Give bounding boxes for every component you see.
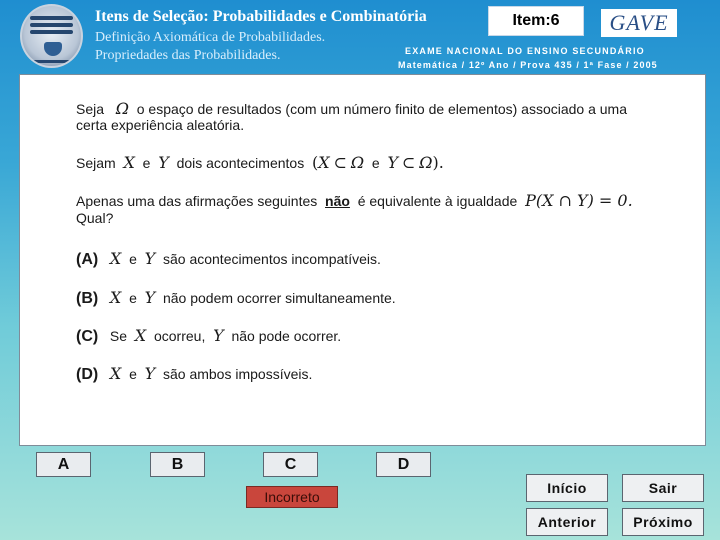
exam-details: Matemática / 12º Ano / Prova 435 / 1ª Fase / 2005 [398, 60, 658, 70]
option-text: são acontecimentos incompatíveis. [162, 251, 381, 267]
conj-text: e [142, 155, 151, 171]
question-text: é equivalente à igualdade [357, 193, 518, 209]
option-text: são ambos impossíveis. [162, 366, 313, 382]
option-b [76, 288, 396, 308]
answer-b-button[interactable]: B [150, 452, 205, 477]
question-paragraph-1 [76, 99, 627, 118]
conj-text: e [129, 251, 137, 267]
previous-button[interactable]: Anterior [526, 508, 608, 536]
var-y: Y [158, 153, 169, 172]
question-text: certa experiência aleatória. [76, 117, 245, 133]
paren-open: ( [311, 153, 319, 172]
item-badge: Item:6 [488, 6, 584, 36]
page-title: Itens de Seleção: Probabilidades e Combinatória [95, 8, 427, 25]
paren-close: ). [432, 153, 444, 172]
var-x: X [123, 153, 135, 172]
conj-text: e [129, 290, 137, 306]
var-x: X [109, 364, 122, 383]
school-logo [20, 4, 83, 68]
question-paragraph-3 [76, 191, 633, 210]
var-y: Y [387, 153, 398, 172]
answer-d-button[interactable]: D [376, 452, 431, 477]
omega-symbol: Ω [350, 153, 365, 172]
probability-formula: P(X ∩ Y) = 0. [525, 191, 633, 210]
omega-symbol: Ω [419, 153, 433, 172]
subtitle-line-2: Propriedades das Probabilidades. [95, 48, 281, 63]
subset-symbol: ⊂ [401, 153, 416, 172]
option-text: não podem ocorrer simultaneamente. [162, 290, 396, 306]
option-text: ocorreu, [153, 328, 206, 344]
option-letter: (B) [76, 290, 99, 307]
question-text: dois acontecimentos [176, 155, 305, 171]
next-button[interactable]: Próximo [622, 508, 704, 536]
question-prompt: Qual? [76, 210, 114, 226]
var-x: X [318, 153, 330, 172]
var-x: X [134, 326, 147, 345]
exam-title: EXAME NACIONAL DO ENSINO SECUNDÁRIO [405, 46, 645, 56]
gave-logo: GAVE [601, 9, 677, 37]
header [0, 0, 720, 75]
var-y: Y [144, 288, 156, 307]
option-d [76, 364, 312, 384]
var-x: X [109, 249, 122, 268]
var-y: Y [144, 249, 156, 268]
omega-symbol: Ω [115, 99, 129, 118]
question-paragraph-2 [76, 153, 444, 172]
question-text: Seja [76, 101, 105, 117]
exit-button[interactable]: Sair [622, 474, 704, 502]
answer-a-button[interactable]: A [36, 452, 91, 477]
subtitle-line-1: Definição Axiomática de Probabilidades. [95, 30, 326, 45]
feedback-badge: Incorreto [246, 486, 338, 508]
option-text: não pode ocorrer. [231, 328, 342, 344]
option-letter: (C) [76, 328, 99, 345]
question-panel [19, 74, 706, 446]
answer-c-button[interactable]: C [263, 452, 318, 477]
home-button[interactable]: Início [526, 474, 608, 502]
question-text: Sejam [76, 155, 116, 171]
question-text: Apenas uma das afirmações seguintes [76, 193, 318, 209]
option-text: Se [109, 328, 128, 344]
var-y: Y [144, 364, 156, 383]
crest-icon [44, 42, 62, 56]
var-y: Y [213, 326, 224, 345]
emphasis-nao: não [325, 193, 350, 209]
option-a [76, 249, 381, 269]
conj-text: e [129, 366, 137, 382]
option-letter: (D) [76, 366, 99, 383]
subset-symbol: ⊂ [333, 153, 347, 172]
var-x: X [109, 288, 122, 307]
conj-text: e [371, 155, 380, 171]
option-c [76, 326, 341, 346]
option-letter: (A) [76, 251, 99, 268]
question-text: o espaço de resultados (com um número finito de elementos) associado a uma [136, 101, 628, 117]
